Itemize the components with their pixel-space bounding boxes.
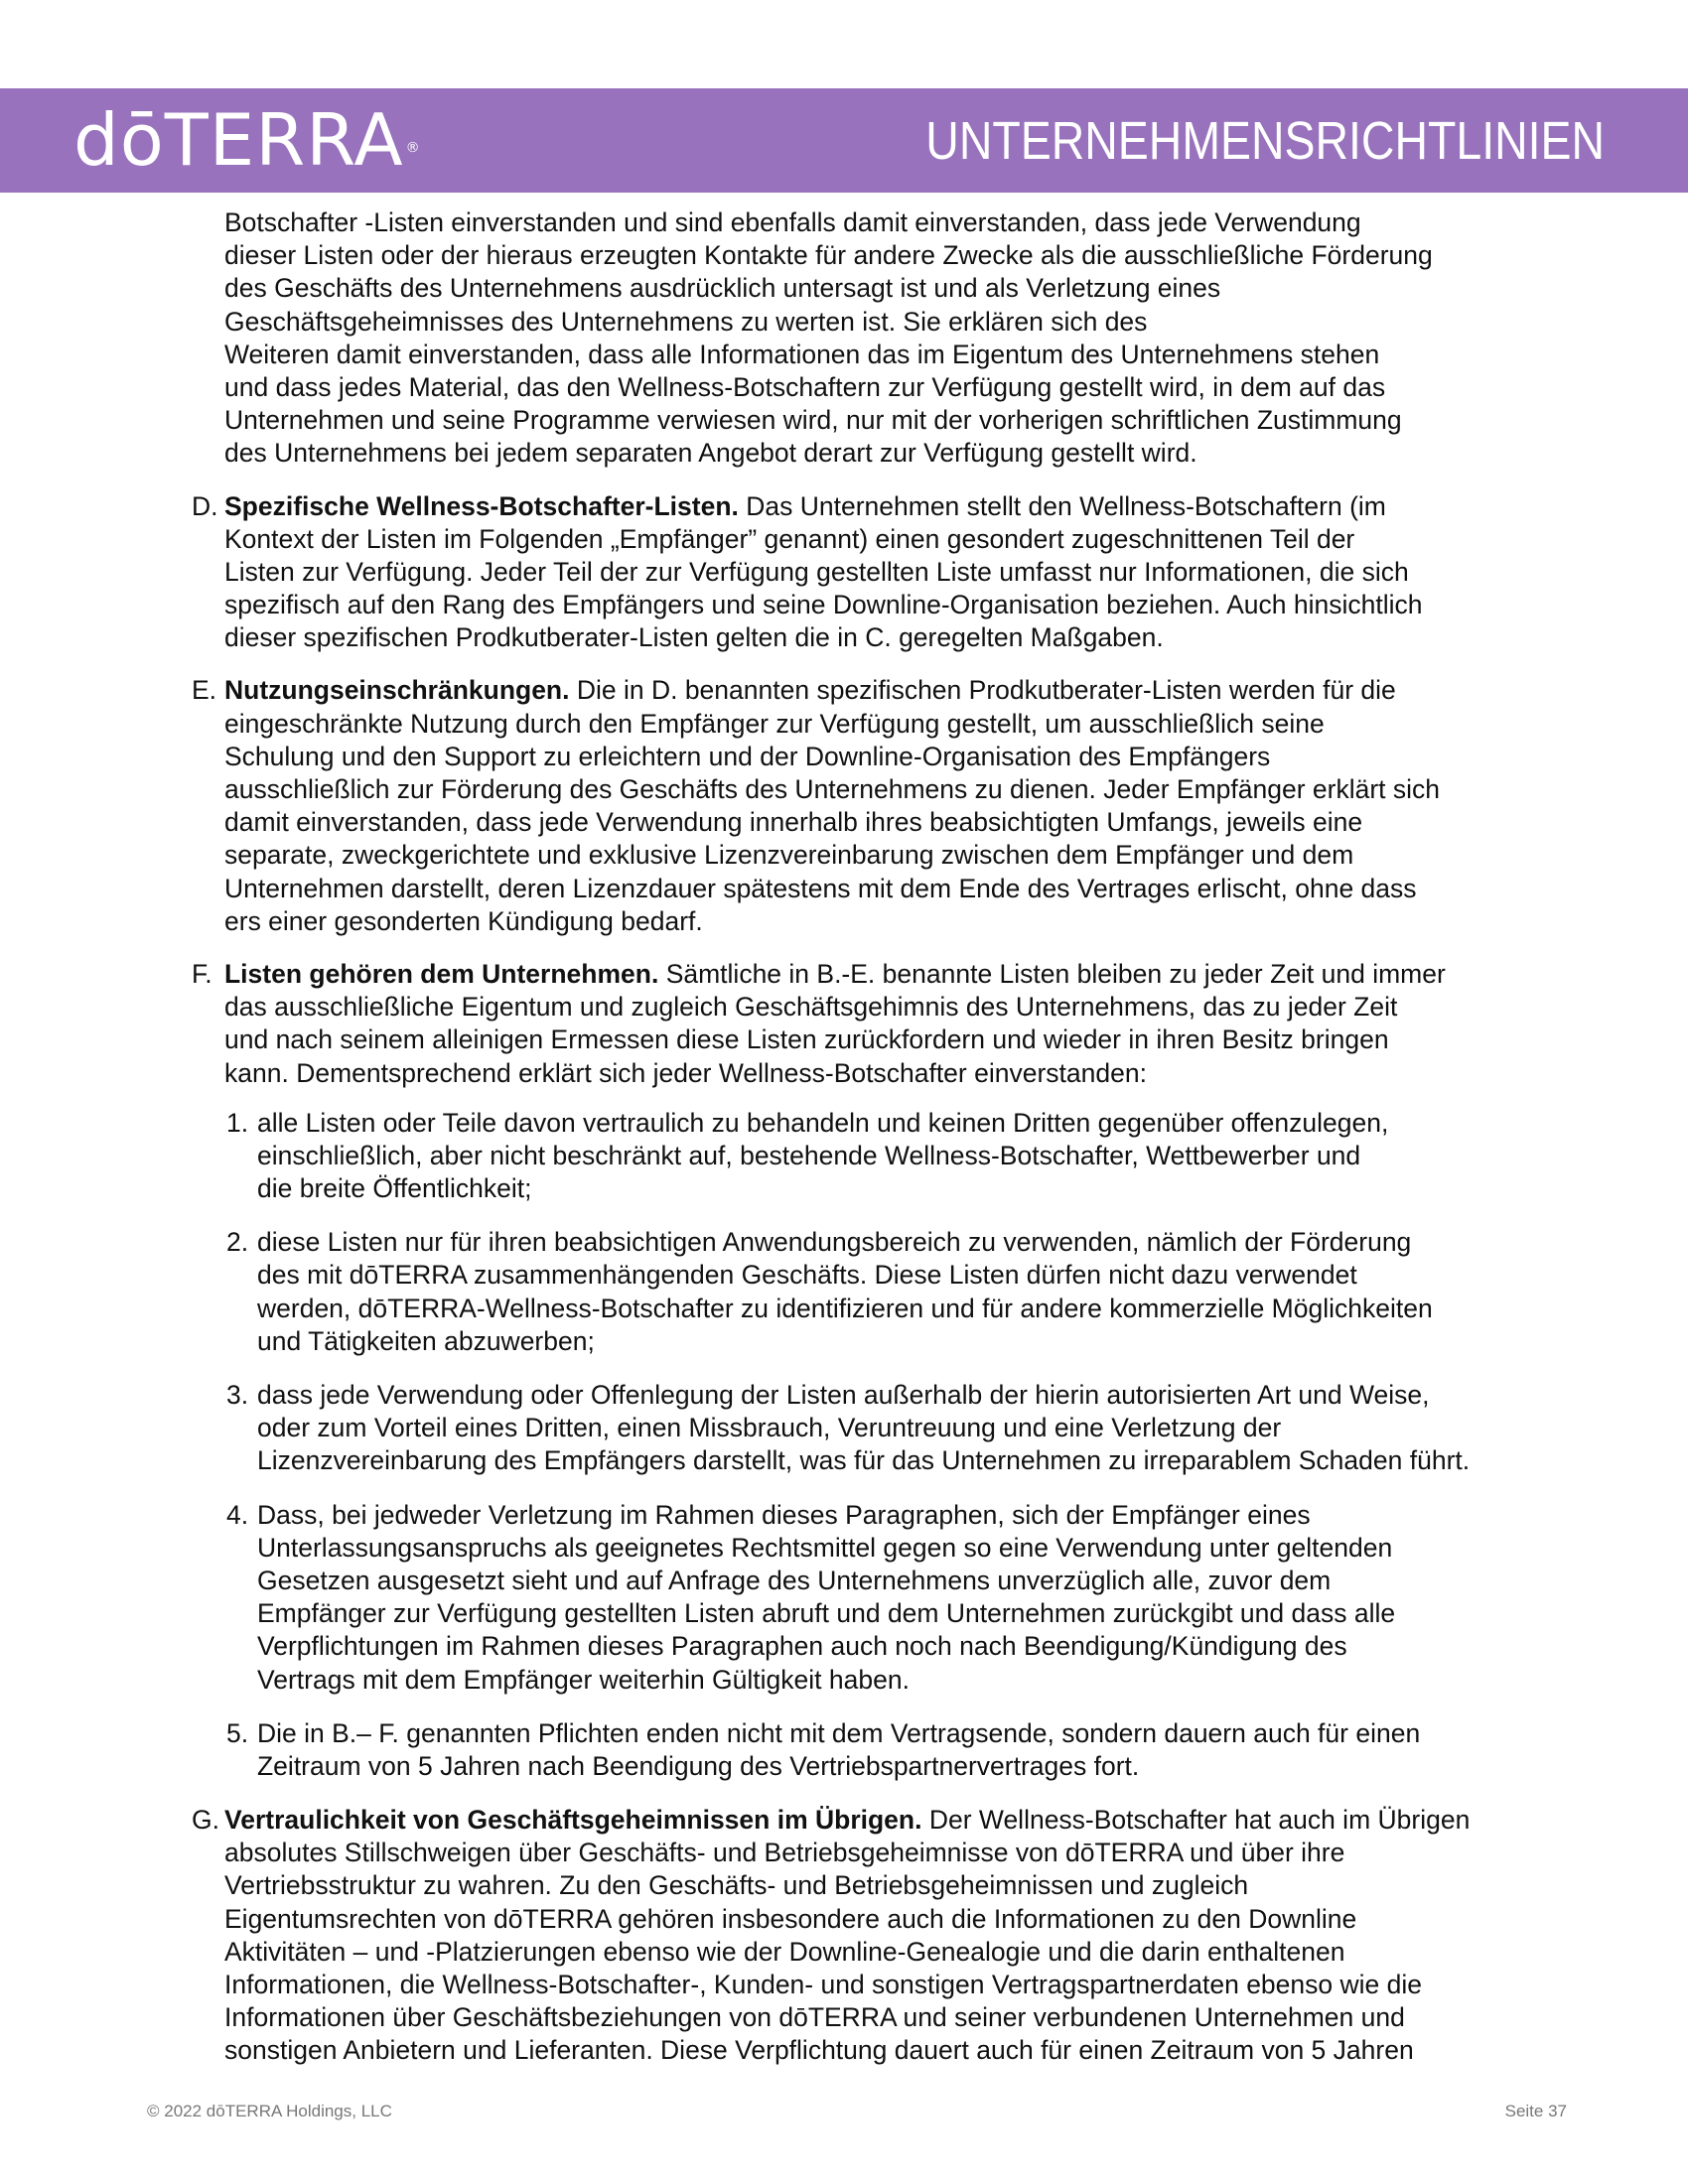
section-d xyxy=(192,490,1688,655)
text-line: und nach seinem alleinigen Ermessen diese Listen zurückfordern und wieder in ihren Besitz bringen xyxy=(224,1024,1389,1055)
text-line: ers einer gesonderten Kündigung bedarf. xyxy=(224,905,703,936)
text-line: absolutes Stillschweigen über Geschäfts- und Betriebsgeheimnisse von dōTERRA und über ihre xyxy=(224,1838,1345,1868)
list-number: 5. xyxy=(226,1717,249,1748)
text-line: eingeschränkte Nutzung durch den Empfänger zur Verfügung gestellt, um ausschließlich seine xyxy=(224,708,1325,739)
section-heading: Spezifische Wellness-Botschafter-Listen. xyxy=(224,490,739,521)
section-f xyxy=(192,958,1688,1090)
footer-page-number: Seite 37 xyxy=(1504,2102,1567,2120)
text-line: Lizenzvereinbarung des Empfängers darstellt, was für das Unternehmen zu irreparablem Schaden führt. xyxy=(257,1445,1471,1476)
text-run: Die in D. benannten spezifischen Prodkutberater-Listen werden für die xyxy=(569,675,1396,706)
section-marker: D. xyxy=(192,490,218,521)
text-line: Dass, bei jedweder Verletzung im Rahmen dieses Paragraphen, sich der Empfänger eines xyxy=(257,1499,1311,1530)
text-run: Der Wellness-Botschafter hat auch im Übrigen xyxy=(921,1805,1471,1836)
text-line: alle Listen oder Teile davon vertraulich zu behandeln und keinen Dritten gegenüber offenzulegen, xyxy=(257,1107,1389,1138)
logo-text: dōTERRA xyxy=(73,98,404,182)
text-line: werden, dōTERRA-Wellness-Botschafter zu identifizieren und für andere kommerzielle Möglichkeiten xyxy=(257,1293,1433,1323)
text-line: sonstigen Anbietern und Lieferanten. Diese Verpflichtung dauert auch für einen Zeitraum von 5 Jahren xyxy=(224,2035,1414,2066)
text-run: Sämtliche in B.-E. benannte Listen bleiben zu jeder Zeit und immer xyxy=(658,958,1446,989)
list-item-2 xyxy=(226,1226,1688,1358)
list-number: 2. xyxy=(226,1227,249,1258)
text-line: das ausschließliche Eigentum und zugleich Geschäftsgehimnis des Unternehmens, das zu jeder Zeit xyxy=(224,992,1398,1023)
intro-paragraph xyxy=(224,206,1688,471)
text-line: des Geschäfts des Unternehmens ausdrücklich untersagt ist und als Verletzung eines xyxy=(224,273,1221,304)
text-line: Botschafter -Listen einverstanden und sind ebenfalls damit einverstanden, dass jede Verwendung xyxy=(224,207,1361,237)
section-heading: Nutzungseinschränkungen. xyxy=(224,675,570,706)
text-line: Unterlassungsanspruchs als geeignetes Rechtsmittel gegen so eine Verwendung unter geltenden xyxy=(257,1532,1393,1563)
list-item-1 xyxy=(226,1107,1688,1206)
section-marker: F. xyxy=(192,958,212,989)
section-heading: Vertraulichkeit von Geschäftsgeheimnissen im Übrigen. xyxy=(224,1805,922,1836)
text-line: kann. Dementsprechend erklärt sich jeder Wellness-Botschafter einverstanden: xyxy=(224,1057,1147,1088)
registered-mark: ® xyxy=(405,140,421,156)
text-line: Geschäftsgeheimnisses des Unternehmens zu werten ist. Sie erklären sich des xyxy=(224,306,1148,337)
section-marker: G. xyxy=(192,1805,219,1836)
section-heading: Listen gehören dem Unternehmen. xyxy=(224,958,659,989)
text-line: des mit dōTERRA zusammenhängenden Geschäfts. Diese Listen dürfen nicht dazu verwendet xyxy=(257,1260,1357,1291)
text-line: Die in B.– F. genannten Pflichten enden nicht mit dem Vertragsende, sondern dauern auch für einen xyxy=(257,1717,1421,1748)
text-line: Informationen, die Wellness-Botschafter-, Kunden- und sonstigen Vertragspartnerdaten ebenso wie die xyxy=(224,1970,1422,1999)
text-line: einschließlich, aber nicht beschränkt auf, bestehende Wellness-Botschafter, Wettbewerber und xyxy=(257,1140,1361,1170)
text-line: dieser spezifischen Prodkutberater-Listen gelten die in C. geregelten Maßgaben. xyxy=(224,622,1164,653)
text-run: Das Unternehmen stellt den Wellness-Botschaftern (im xyxy=(738,490,1386,521)
text-line: dass jede Verwendung oder Offenlegung der Listen außerhalb der hierin autorisierten Art und Weise, xyxy=(257,1380,1430,1410)
text-line: separate, zweckgerichtete und exklusive Lizenzvereinbarung zwischen dem Empfänger und dem xyxy=(224,840,1354,871)
text-line: Informationen über Geschäftsbeziehungen von dōTERRA und seiner verbundenen Unternehmen und xyxy=(224,2002,1405,2033)
list-item-3 xyxy=(226,1379,1688,1478)
text-line: spezifisch auf den Rang des Empfängers und seine Downline-Organisation beziehen. Auch hinsichtlich xyxy=(224,590,1423,620)
doterra-logo xyxy=(73,100,421,180)
list-item-5 xyxy=(226,1717,1688,1783)
text-line: und Tätigkeiten abzuwerben; xyxy=(257,1325,595,1356)
section-marker: E. xyxy=(192,675,217,706)
text-line: Vertriebsstruktur zu wahren. Zu den Geschäfts- und Betriebsgeheimnissen und zugleich xyxy=(224,1870,1249,1901)
text-line: Gesetzen ausgesetzt sieht und auf Anfrage des Unternehmens unverzüglich alle, zuvor dem xyxy=(257,1565,1332,1595)
text-line: Vertrags mit dem Empfänger weiterhin Gültigkeit haben. xyxy=(257,1664,910,1695)
text-line: Schulung und den Support zu erleichtern und der Downline-Organisation des Empfängers xyxy=(224,741,1271,771)
section-e xyxy=(192,674,1688,938)
text-line: dieser Listen oder der hieraus erzeugten Kontakte für andere Zwecke als die ausschließliche Förderung xyxy=(224,240,1433,271)
footer-copyright: © 2022 dōTERRA Holdings, LLC xyxy=(147,2102,392,2120)
text-line: Kontext der Listen im Folgenden „Empfänger” genannt) einen gesondert zugeschnittenen Teil der xyxy=(224,523,1355,554)
list-number: 1. xyxy=(226,1107,249,1138)
text-line: die breite Öffentlichkeit; xyxy=(257,1173,532,1204)
page-header-title: UNTERNEHMENSRICHTLINIEN xyxy=(925,111,1605,171)
document-body xyxy=(0,206,1688,2088)
list-number: 4. xyxy=(226,1499,249,1530)
section-g xyxy=(192,1804,1688,2068)
text-line: Verpflichtungen im Rahmen dieses Paragraphen auch noch nach Beendigung/Kündigung des xyxy=(257,1631,1347,1662)
list-number: 3. xyxy=(226,1380,249,1410)
text-line: Listen zur Verfügung. Jeder Teil der zur Verfügung gestellten Liste umfasst nur Informationen, die sich xyxy=(224,556,1409,587)
text-line: und dass jedes Material, das den Wellness-Botschaftern zur Verfügung gestellt wird, in dem auf das xyxy=(224,371,1386,402)
text-line: Eigentumsrechten von dōTERRA gehören insbesondere auch die Informationen zu den Downline xyxy=(224,1903,1357,1934)
text-line: des Unternehmens bei jedem separaten Angebot derart zur Verfügung gestellt wird. xyxy=(224,438,1197,469)
text-line: Unternehmen und seine Programme verwiesen wird, nur mit der vorherigen schriftlichen Zustimmung xyxy=(224,405,1402,436)
text-line: Weiteren damit einverstanden, dass alle Informationen das im Eigentum des Unternehmens stehen xyxy=(224,339,1380,369)
text-line: oder zum Vorteil eines Dritten, einen Missbrauch, Veruntreuung und eine Verletzung der xyxy=(257,1413,1282,1443)
text-line: ausschließlich zur Förderung des Geschäfts des Unternehmens zu dienen. Jeder Empfänger erklärt sich xyxy=(224,774,1441,804)
text-line: Aktivitäten – und -Platzierungen ebenso wie der Downline-Genealogie und die darin enthaltenen xyxy=(224,1936,1345,1967)
text-line: Zeitraum von 5 Jahren nach Beendigung des Vertriebspartnervertrages fort. xyxy=(257,1750,1140,1781)
text-line: diese Listen nur für ihren beabsichtigen Anwendungsbereich zu verwenden, nämlich der Förderung xyxy=(257,1227,1412,1258)
text-line: damit einverstanden, dass jede Verwendung innerhalb ihres beabsichtigten Umfangs, jeweils eine xyxy=(224,807,1363,838)
text-line: Empfänger zur Verfügung gestellten Listen abruft und dem Unternehmen zurückgibt und dass alle xyxy=(257,1598,1396,1629)
text-line: Unternehmen darstellt, deren Lizenzdauer spätestens mit dem Ende des Vertrages erlischt, ohne dass xyxy=(224,873,1417,903)
list-item-4 xyxy=(226,1499,1688,1697)
